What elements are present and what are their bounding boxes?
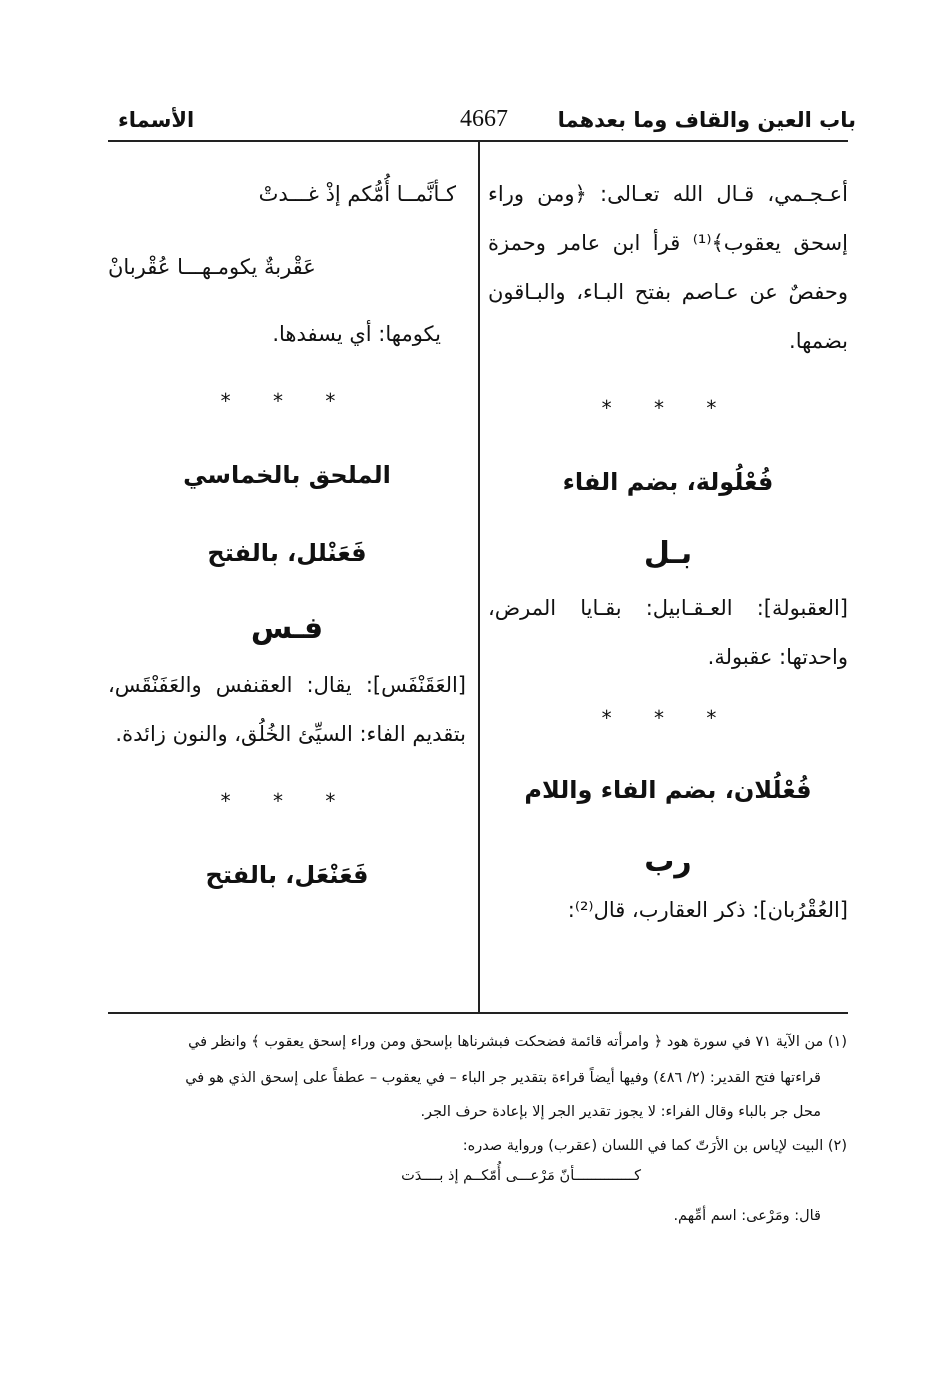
pattern-heading: فُعْلُلان، بضم الفاء واللام — [524, 776, 812, 804]
entry-line: [العقبولة]: العـقـابيل: بقـايا المرض، — [488, 596, 848, 620]
pattern-heading: فُعْلُولة، بضم الفاء — [562, 468, 774, 496]
section-separator: * * * — [601, 706, 735, 730]
section-title: الأسماء — [118, 108, 195, 132]
verse-line: كـأنَّمــا أُمُّكم إذْ غـــدتْ — [258, 182, 456, 206]
root-heading: رب — [644, 844, 692, 879]
chapter-title: باب العين والقاف وما بعدهما — [557, 108, 856, 132]
right-column — [488, 170, 848, 935]
footnote-verse: كــــــــــــــأنّ مَرْعـــى أُمّكــم إذ بــــدَت — [401, 1168, 641, 1184]
footnote-line: (١) من الآية ٧١ في سورة هود ﴿ وامرأته قائمة فضحكت فبشرناها بإسحق ومن وراء إسحق يعقوب ﴾ وانظر في — [188, 1034, 847, 1050]
gloss-line: يكومها: أي يسفدها. — [272, 322, 441, 346]
verse-line: عَقْربةٌ يكومـهـــا عُقْربانْ — [108, 255, 316, 279]
root-heading: بـل — [643, 536, 693, 571]
footnote-rule — [108, 1012, 848, 1014]
left-column — [108, 170, 466, 895]
root-heading: فـس — [250, 611, 324, 646]
entry-line: بتقديم الفاء: السيِّئ الخُلُق، والنون زائدة. — [115, 722, 466, 746]
section-separator: * * * — [220, 789, 354, 813]
entry-line: [العُقْرُبان]: ذكر العقارب، قال⁽²⁾: — [567, 898, 848, 922]
pattern-heading: فَعَنْلل، بالفتح — [207, 539, 367, 567]
footnote-line: محل جر بالباء وقال الفراء: لا يجوز تقدير الجر إلا بإعادة حرف الجر. — [420, 1104, 821, 1120]
section-separator: * * * — [220, 389, 354, 413]
section-heading: الملحق بالخماسي — [183, 461, 391, 489]
section-separator: * * * — [601, 396, 735, 420]
body-line: أعـجـمي، قـال الله تعـالى: ﴿ومن وراء — [488, 182, 848, 206]
body-line: وحفصٌ عن عـاصم بفتح البـاء، والبـاقون — [488, 280, 848, 304]
column-divider — [478, 142, 480, 1012]
body-line: إسحق يعقوب﴾⁽¹⁾ قرأ ابن عامر وحمزة — [488, 231, 848, 255]
footnote-line: قال: ومَرْعى: اسم أمِّهم. — [673, 1208, 821, 1224]
page-number: 4667 — [460, 106, 508, 132]
entry-line: [العَقَنْفَس]: يقال: العقنفس والعَفَنْقَس، — [108, 673, 466, 697]
footnote-line: قراءتها فتح القدير: (٢/ ٤٨٦) وفيها أيضاً قراءة بتقدير جر الباء – في يعقوب – عطفاً على إسحق الذي هو في — [185, 1070, 821, 1086]
pattern-heading: فَعَنْعَل، بالفتح — [205, 861, 369, 889]
body-line: بضمها. — [789, 329, 848, 353]
footnote-line: (٢) البيت لإياس بن الأرَتّ كما في اللسان (عقرب) ورواية صدره: — [462, 1138, 847, 1154]
entry-line: واحدتها: عقبولة. — [707, 645, 848, 669]
